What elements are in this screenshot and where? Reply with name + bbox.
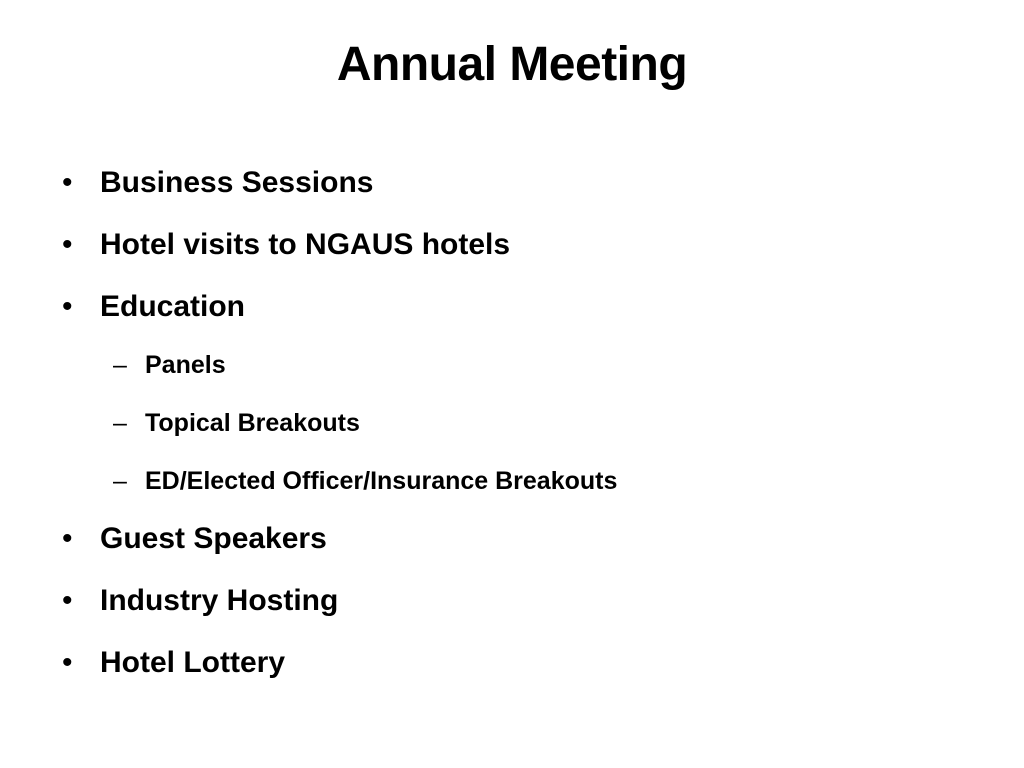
bullet-item-hotel-visits: [60, 222, 960, 268]
bullet-item-industry-hosting: [60, 578, 960, 624]
sub-bullet-item-ed-elected-officer-insurance-breakouts: [60, 462, 960, 500]
sub-bullet-text: Topical Breakouts: [145, 409, 360, 437]
bullet-text: Business Sessions: [100, 166, 374, 199]
sub-bullet-marker: –: [113, 409, 127, 437]
sub-bullet-item-panels: [60, 346, 960, 384]
sub-bullet-marker: –: [113, 351, 127, 379]
bullet-item-guest-speakers: [60, 516, 960, 562]
bullet-marker: •: [62, 522, 73, 555]
bullet-marker: •: [62, 166, 73, 199]
bullet-text: Hotel visits to NGAUS hotels: [100, 228, 511, 261]
sub-bullet-text: Panels: [145, 351, 226, 379]
bullet-marker: •: [62, 646, 73, 679]
bullet-text: Industry Hosting: [100, 584, 339, 617]
bullet-text: Guest Speakers: [100, 522, 327, 555]
bullet-text: Hotel Lottery: [100, 646, 286, 679]
bullet-marker: •: [62, 584, 73, 617]
sub-bullet-text: ED/Elected Officer/Insurance Breakouts: [145, 467, 618, 495]
bullet-list: [60, 160, 960, 702]
bullet-text: Education: [100, 290, 246, 323]
bullet-item-business-sessions: [60, 160, 960, 206]
slide-title: Annual Meeting: [336, 38, 688, 91]
sub-bullet-marker: –: [113, 467, 127, 495]
sub-bullet-item-topical-breakouts: [60, 404, 960, 442]
bullet-item-hotel-lottery: [60, 640, 960, 686]
bullet-marker: •: [62, 228, 73, 261]
bullet-marker: •: [62, 290, 73, 323]
bullet-item-education: [60, 284, 960, 330]
